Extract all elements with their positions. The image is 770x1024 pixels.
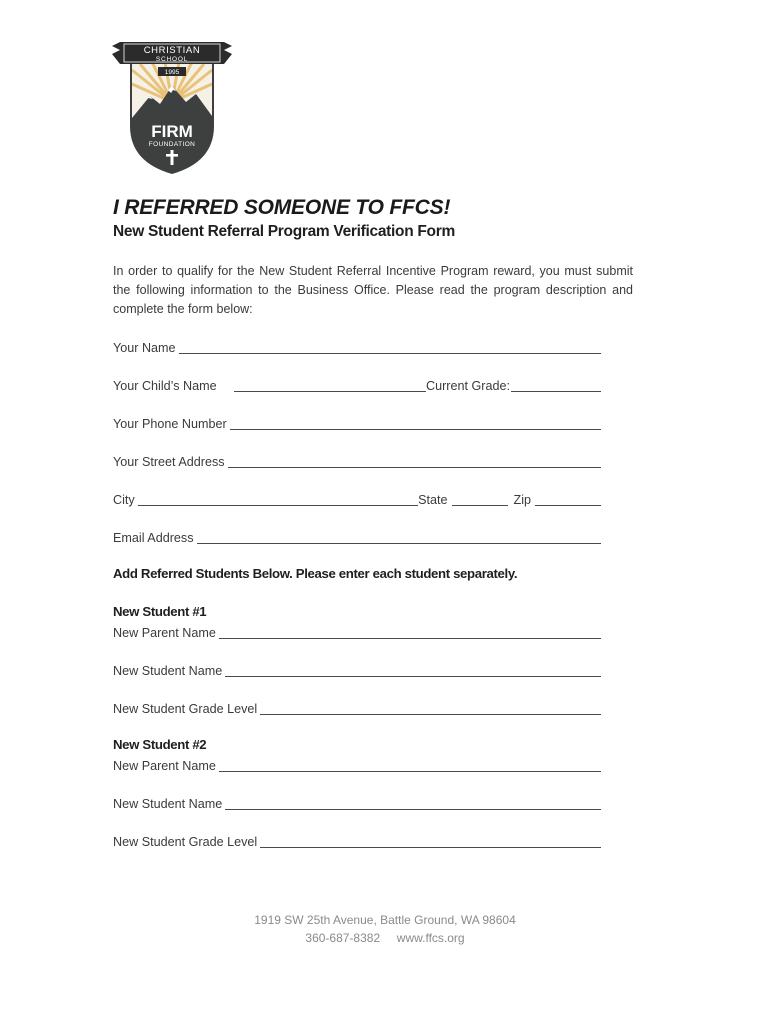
your-name-field[interactable]: [179, 353, 601, 354]
referred-students-heading: Add Referred Students Below. Please enter each student separately.: [113, 566, 518, 581]
student-2-name-row: [113, 794, 601, 812]
zip-label: Zip: [513, 493, 531, 507]
email-row: [113, 528, 601, 546]
student-1-parent-field[interactable]: [219, 638, 601, 639]
student-2-grade-row: [113, 832, 601, 850]
logo-text-year: 1995: [164, 69, 180, 76]
logo-text-school: SCHOOL: [155, 56, 189, 63]
child-name-row: [113, 376, 601, 394]
student-1-grade-field[interactable]: [260, 714, 601, 715]
phone-field[interactable]: [230, 429, 601, 430]
state-field[interactable]: [452, 505, 508, 506]
phone-row: [113, 414, 601, 432]
state-label: State: [418, 493, 448, 507]
student-2-parent-row: [113, 756, 601, 774]
logo-text-firm: FIRM: [151, 122, 193, 141]
student-1-grade-label: New Student Grade Level: [113, 702, 258, 716]
child-name-label: Your Child’s Name: [113, 379, 217, 393]
email-label: Email Address: [113, 531, 194, 545]
logo-text-christian: CHRISTIAN: [143, 45, 201, 56]
your-name-label: Your Name: [113, 341, 176, 355]
street-label: Your Street Address: [113, 455, 225, 469]
form-subtitle: New Student Referral Program Verification Form: [113, 223, 455, 240]
student-2-grade-label: New Student Grade Level: [113, 835, 258, 849]
page-title: I REFERRED SOMEONE TO FFCS!: [113, 196, 451, 219]
zip-field[interactable]: [535, 505, 601, 506]
student-1-grade-row: [113, 699, 601, 717]
student-1-parent-label: New Parent Name: [113, 626, 216, 640]
intro-paragraph: In order to qualify for the New Student Referral Incentive Program reward, you must submit the following information to the Business Office. Please read the program description and complete the form below:: [113, 264, 633, 316]
your-name-row: [113, 338, 601, 356]
street-row: [113, 452, 601, 470]
student-1-parent-row: [113, 623, 601, 641]
footer-address: 1919 SW 25th Avenue, Battle Ground, WA 98604: [254, 913, 516, 927]
student-2-heading: New Student #2: [113, 737, 207, 752]
logo-text-foundation: FOUNDATION: [148, 141, 196, 148]
student-2-grade-field[interactable]: [260, 847, 601, 848]
school-logo: [110, 40, 234, 174]
email-field[interactable]: [197, 543, 602, 544]
student-1-name-label: New Student Name: [113, 664, 223, 678]
student-1-heading: New Student #1: [113, 604, 207, 619]
student-1-name-row: [113, 661, 601, 679]
current-grade-label: Current Grade:: [426, 379, 510, 393]
student-2-name-field[interactable]: [225, 809, 601, 810]
city-row: [113, 490, 601, 508]
current-grade-field[interactable]: [511, 391, 601, 392]
phone-label: Your Phone Number: [113, 417, 227, 431]
student-1-name-field[interactable]: [225, 676, 601, 677]
footer-contact: 360-687-8382 www.ffcs.org: [305, 931, 465, 945]
street-field[interactable]: [228, 467, 601, 468]
student-2-parent-label: New Parent Name: [113, 759, 216, 773]
city-field[interactable]: [138, 505, 418, 506]
city-label: City: [113, 493, 135, 507]
student-2-name-label: New Student Name: [113, 797, 223, 811]
child-name-field[interactable]: [234, 391, 426, 392]
student-2-parent-field[interactable]: [219, 771, 601, 772]
